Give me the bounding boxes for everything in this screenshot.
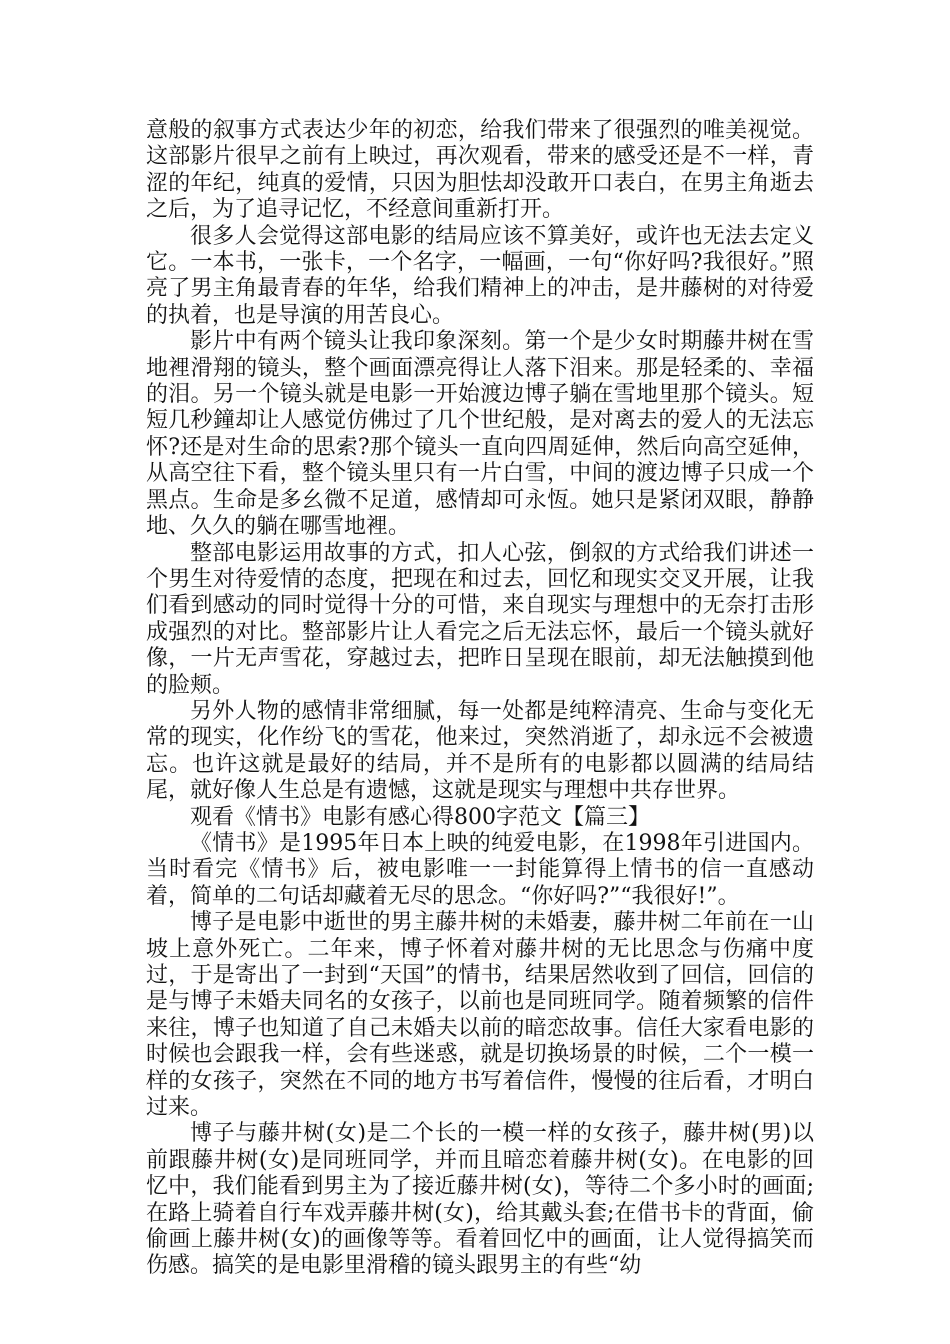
paragraph-3: 影片中有两个镜头让我印象深刻。第一个是少女时期藤井树在雪地裡滑翔的镜头，整个画面漂亮得让人落下泪来。那是轻柔的、幸福的泪。另一个镜头就是电影一开始渡边博子躺在雪地里那个镜头。短短几秒鐘却让人感觉仿佛过了几个世纪般，是对离去的爱人的无法忘怀?还是对生命的思索?那个镜头一直向四周延伸，然后向高空延伸，从高空往下看，整个镜头里只有一片白雪，中间的渡边博子只成一个黑点。生命是多幺微不足道，感情却可永恆。她只是紧闭双眼，静静地、久久的躺在哪雪地裡。 (146, 329, 814, 540)
section-heading: 观看《情书》电影有感心得800字范文【篇三】 (190, 804, 650, 830)
paragraph-6: 《情书》是1995年日本上映的纯爱电影，在1998年引进国内。当时看完《情书》后，被电影唯一一封能算得上情书的信一直感动着，简单的二句话却藏着无尽的思念。“你好吗?”“我很好!”。 (146, 830, 814, 909)
paragraph-1: 意般的叙事方式表达少年的初恋，给我们带来了很强烈的唯美视觉。这部影片很早之前有上映过，再次观看，带来的感受还是不一样，青涩的年纪，纯真的爱情，只因为胆怯却没敢开口表白，在男主角逝去之后，为了追寻记忆，不经意间重新打开。 (146, 118, 814, 223)
paragraph-4: 整部电影运用故事的方式，扣人心弦，倒叙的方式给我们讲述一个男生对待爱情的态度，把现在和过去，回忆和现实交叉开展，让我们看到感动的同时觉得十分的可惜，来自现实与理想中的无奈打击形成强烈的对比。整部影片让人看完之后无法忘怀，最后一个镜头就好像，一片无声雪花，穿越过去，把昨日呈现在眼前，却无法触摸到他的脸颊。 (146, 540, 814, 698)
paragraph-2: 很多人会觉得这部电影的结局应该不算美好，或许也无法去定义它。一本书，一张卡，一个名字，一幅画，一句“你好吗?我很好。”照亮了男主角最青春的年华，给我们精神上的冲击，是井藤树的对待爱的执着，也是导演的用苦良心。 (146, 223, 814, 328)
paragraph-8: 博子与藤井树(女)是二个长的一模一样的女孩子，藤井树(男)以前跟藤井树(女)是同班同学，并而且暗恋着藤井树(女)。在电影的回忆中，我们能看到男主为了接近藤井树(女)，等待二个多小时的画面;在路上骑着自行车戏弄藤井树(女)，给其戴头套;在借书卡的背面，偷偷画上藤井树(女)的画像等等。看着回忆中的画面，让人觉得搞笑而伤感。搞笑的是电影里滑稽的镜头跟男主的有些“幼 (146, 1121, 814, 1279)
paragraph-7: 博子是电影中逝世的男主藤井树的未婚妻，藤井树二年前在一山坡上意外死亡。二年来，博子怀着对藤井树的无比思念与伤痛中度过，于是寄出了一封到“天国”的情书，结果居然收到了回信，回信的是与博子未婚夫同名的女孩子，以前也是同班同学。随着频繁的信件来往，博子也知道了自己未婚夫以前的暗恋故事。信任大家看电影的时候也会跟我一样，会有些迷惑，就是切换场景的时候，二个一模一样的女孩子，突然在不同的地方书写着信件，慢慢的往后看，才明白过来。 (146, 910, 814, 1121)
document-page (146, 118, 814, 1280)
paragraph-5: 另外人物的感情非常细腻，每一处都是纯粹清亮、生命与变化无常的现实，化作纷飞的雪花，他来过，突然消逝了，却永远不会被遗忘。也许这就是最好的结局，并不是所有的电影都以圆满的结局结尾，就好像人生总是有遗憾，这就是现实与理想中共存世界。 (146, 698, 814, 804)
